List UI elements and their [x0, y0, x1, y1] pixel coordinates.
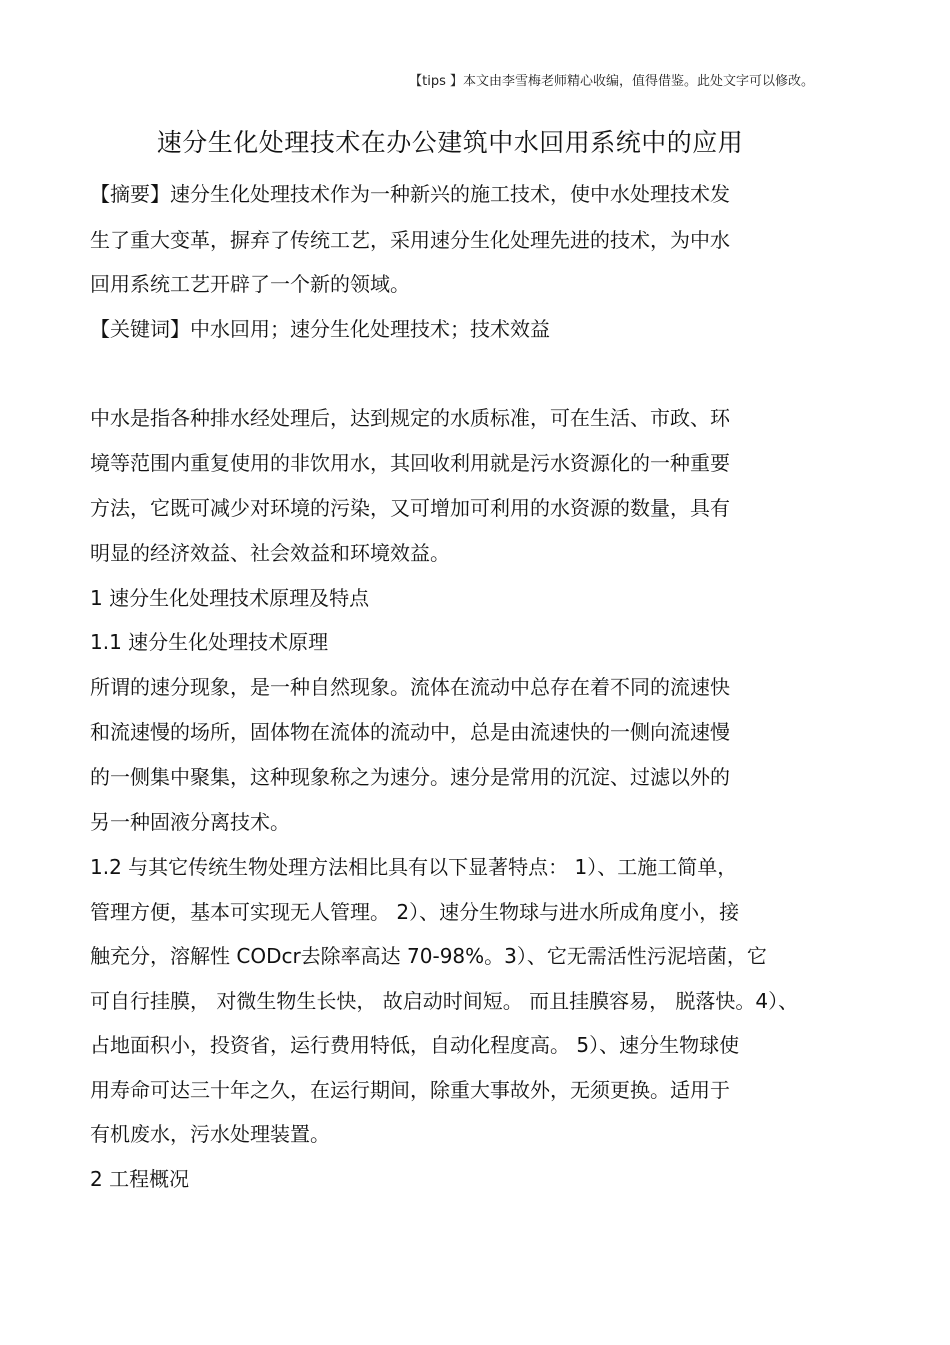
abstract-line: 回用系统工艺开辟了一个新的领域。 [90, 272, 410, 296]
section-1-1-line: 所谓的速分现象，是一种自然现象。流体在流动中总存在着不同的流速快 [90, 675, 730, 699]
abstract-line: 【摘要】速分生化处理技术作为一种新兴的施工技术，使中水处理技术发 [90, 182, 730, 206]
section-1-2-line: 可自行挂膜， 对微生物生长快， 故启动时间短。 而且挂膜容易， 脱落快。4）、 [90, 989, 799, 1013]
intro-line: 方法，它既可减少对环境的污染，又可增加可利用的水资源的数量，具有 [90, 496, 730, 520]
intro-line: 境等范围内重复使用的非饮用水，其回收利用就是污水资源化的一种重要 [90, 451, 730, 475]
section-1-2-line: 用寿命可达三十年之久，在运行期间，除重大事故外，无须更换。适用于 [90, 1078, 730, 1102]
tips-header: 【tips 】本文由李雪梅老师精心收编，值得借鉴。此处文字可以修改。 [409, 74, 814, 89]
section-1-2-line: 1.2 与其它传统生物处理方法相比具有以下显著特点： 1）、工施工简单， [90, 855, 738, 879]
section-1-2-line: 有机废水，污水处理装置。 [90, 1122, 330, 1146]
keywords-line: 【关键词】中水回用；速分生化处理技术；技术效益 [90, 317, 550, 341]
intro-line: 明显的经济效益、社会效益和环境效益。 [90, 541, 450, 565]
section-1-1-line: 另一种固液分离技术。 [90, 810, 290, 834]
section-1-2-line: 管理方便，基本可实现无人管理。 2）、速分生物球与进水所成角度小，接 [90, 900, 740, 924]
abstract-line: 生了重大变革，摒弃了传统工艺，采用速分生化处理先进的技术，为中水 [90, 228, 730, 252]
section-1-2-line: 占地面积小，投资省，运行费用特低，自动化程度高。 5）、速分生物球使 [90, 1033, 740, 1057]
section-1-1-line: 的一侧集中聚集，这种现象称之为速分。速分是常用的沉淀、过滤以外的 [90, 765, 730, 789]
section-1-1-line: 和流速慢的场所，固体物在流体的流动中，总是由流速快的一侧向流速慢 [90, 720, 730, 744]
section-heading-1-1: 1.1 速分生化处理技术原理 [90, 630, 329, 654]
section-heading-1: 1 速分生化处理技术原理及特点 [90, 586, 370, 610]
intro-line: 中水是指各种排水经处理后，达到规定的水质标准，可在生活、市政、环 [90, 406, 730, 430]
document-title: 速分生化处理技术在办公建筑中水回用系统中的应用 [156, 128, 744, 157]
section-heading-2: 2 工程概况 [90, 1167, 190, 1191]
section-1-2-line: 触充分，溶解性 CODcr去除率高达 70-98%。3）、它无需活性污泥培菌，它 [90, 944, 767, 968]
